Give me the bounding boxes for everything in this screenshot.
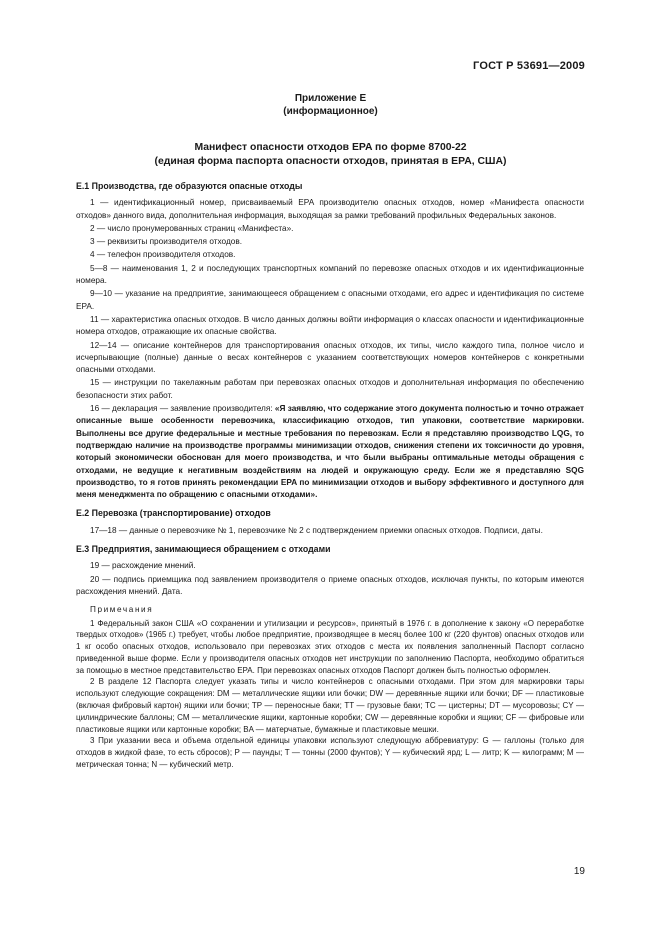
document-title [40, 141, 621, 169]
note-2: 2 В разделе 12 Паспорта следует указать типы и число контейнеров с опасными отходами. При этом для маркировки тары используют следующие сокращения: DM — металлические ящики или бочки; DW — деревянные ящики или бочки; DF — пластиковые (включая фибровый картон) ящики или бочки; TP — переносные баки; TT — грузовые баки; TC — цистерны; DT — мусоровозы; CY — цилиндрические баллоны; CM — металлические ящики, картонные коробки; CW — деревянные коробки и ящики; CF — фибровые или пластиковые ящики или картонные коробки; BA — матерчатые, бумажные и пластиковые мешки. [76, 677, 584, 734]
declaration-text: «Я заявляю, что содержание этого документа полностью и точно отражает описанные выше особенности перевозчика, классификацию отходов, тип упаковки, соответствие маркировки. Выполнены все другие федеральные и местные требования по перевозкам. Если я представляю производство LQG, то подтверждаю наличие на производстве программы минимизации отходов, снижения степени их токсичности до уровня, который экономически обоснован для моего производства, и что были выбраны оптимальные методы обращения с отходами, не ведущие к негативным воздействиям на людей и окружающую среду. Если же я представляю SQG производство, то я готов принять рекомендации EPA по минимизации отходов и выбору эффективного и доступного для меня менеджмента по обращению с опасными отходами». [76, 404, 584, 500]
paragraph: 2 — число пронумерованных страниц «Манифеста». [90, 223, 294, 233]
paragraph: 4 — телефон производителя отходов. [90, 250, 236, 260]
declaration-paragraph [76, 403, 584, 501]
title-line-2: (единая форма паспорта опасности отходов, принятая в EPA, США) [154, 156, 507, 167]
appendix-kind: (информационное) [283, 106, 378, 117]
paragraph: 1 — идентификационный номер, присваиваемый EPA производителю опасных отходов, номер «Манифеста опасности отходов» данного вида, дополнительная информация, выходящая за рамки требований профильных Федеральных законов. [76, 198, 584, 220]
title-line-1: Манифест опасности отходов EPA по форме 8700-22 [194, 142, 467, 153]
paragraph: 19 — расхождение мнений. [90, 561, 196, 571]
paragraph: 9—10 — указание на предприятие, занимающееся обращением с опасными отходами, его адрес и идентификация по системе EPA. [76, 289, 584, 311]
section-heading-e3: Е.3 Предприятия, занимающиеся обращением с отходами [76, 544, 331, 555]
paragraph: 20 — подпись приемщика под заявлением производителя о приеме опасных отходов, исключая пункты, по которым имеются расхождения мнений. Дата. [76, 574, 584, 596]
notes-heading: Примечания [90, 605, 154, 615]
page-number: 19 [573, 866, 585, 877]
paragraph: 15 — инструкции по такелажным работам при перевозках опасных отходов и дополнительная информация по обеспечению безопасности этих работ. [76, 378, 584, 400]
paragraph: 3 — реквизиты производителя отходов. [90, 237, 243, 247]
declaration-lead: 16 — декларация — заявление производителя: [90, 404, 275, 414]
section-heading-e1: Е.1 Производства, где образуются опасные отходы [76, 181, 303, 191]
paragraph: 12—14 — описание контейнеров для транспортирования опасных отходов, их типы, число каждого типа, полное число и исчерпывающие (полные) данные о весах контейнеров с указанием соответствующих номеров контейнеров с конкретными опасными отходами. [76, 340, 584, 375]
appendix-label: Приложение Е [294, 93, 367, 104]
main-content [76, 180, 584, 771]
paragraph: 11 — характеристика опасных отходов. В число данных должны войти информация о классах опасности и идентификационные номера отходов, отражающие их опасные свойства. [76, 314, 584, 337]
paragraph: 17—18 — данные о перевозчике № 1, перевозчике № 2 с подтверждением приемки опасных отходов. Подписи, даты. [90, 525, 543, 535]
note-3: 3 При указании веса и объема отдельной единицы упаковки используют следующую аббревиатуру: G — галлоны (только для отходов в жидкой фазе, то есть сбросов); P — паунды; T — тонны (2000 фунтов); Y — кубический ярд; L — литр; K — килограмм; M — метрическая тонна; N — кубический метр. [76, 736, 584, 770]
note-1: 1 Федеральный закон США «О сохранении и утилизации и ресурсов», принятый в 1976 г. в дополнение к закону «О переработке твердых отходов» (1965 г.) требует, чтобы любое предприятие, производящее в месяц более 100 кг (220 фунтов) опасных отходов или 1 кг особо опасных отходов, использовало при перевозках этих отходов с места их появления заполненный Паспорт согласно приведенной выше форме. Если у производителя опасных отходов нет инструкции по заполнению Паспорта, необходимо обратиться за помощью в местное представительство EPA. При перевозках опасных отходов Паспорт должен быть полностью оформлен. [76, 618, 584, 675]
section-heading-e2: Е.2 Перевозка (транспортирование) отходов [76, 508, 271, 519]
paragraph: 5—8 — наименования 1, 2 и последующих транспортных компаний по перевозке опасных отходов и их идентификационные номера. [76, 263, 584, 286]
appendix-heading [0, 92, 661, 118]
standard-number: ГОСТ Р 53691—2009 [473, 60, 585, 72]
